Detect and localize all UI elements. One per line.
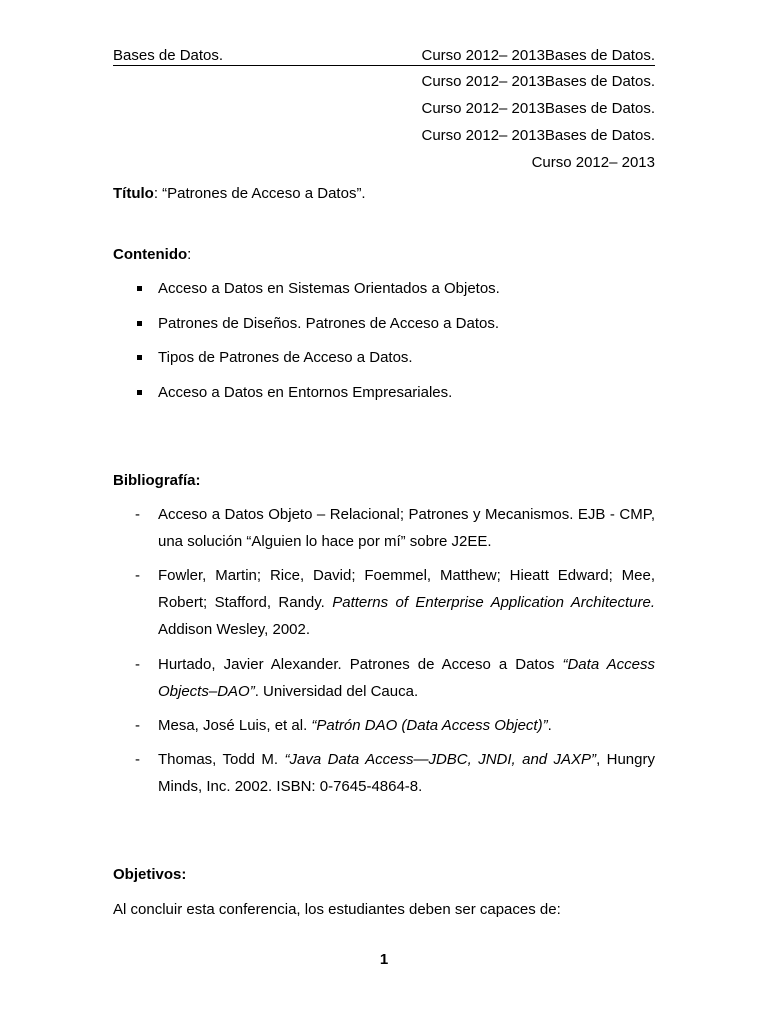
bibliography-entry xyxy=(113,501,655,555)
titulo-text: : “Patrones de Acceso a Datos”. xyxy=(153,185,366,202)
entry-title: “Java Data Access—JDBC, JNDI, and JAXP” xyxy=(284,751,597,768)
contenido-label: Contenido xyxy=(113,246,188,263)
entry-authors: Hurtado, Javier Alexander. Patrones de Acceso a Datos xyxy=(158,656,563,673)
entry-text: Acceso a Datos Objeto – Relacional; Patrones y Mecanismos. EJB - CMP, una solución “Alguien lo hace por mí” sobre J2EE. xyxy=(158,506,655,550)
list-item xyxy=(113,348,655,368)
entry-publisher: . Universidad del Cauca. xyxy=(254,683,419,700)
header-course-name: Bases de Datos. xyxy=(113,47,224,64)
titulo-paragraph xyxy=(113,184,655,204)
header-line-4: Curso 2012– 2013Bases de Datos. xyxy=(421,127,655,144)
entry-authors: Mesa, José Luis, et al. xyxy=(158,717,312,734)
square-bullet-icon xyxy=(137,286,142,291)
bibliography-entry xyxy=(113,562,655,643)
entry-authors: Thomas, Todd M. xyxy=(158,751,285,768)
bibliografia-heading: Bibliografía: xyxy=(113,472,201,489)
page-header xyxy=(113,46,655,176)
entry-title: “Data Access Objects–DAO” xyxy=(158,656,655,700)
header-line-1: Curso 2012– 2013Bases de Datos. xyxy=(421,47,655,64)
entry-end: . xyxy=(547,717,552,734)
contenido-colon: : xyxy=(187,246,192,263)
contenido-heading xyxy=(113,245,655,265)
dash-bullet: - xyxy=(135,567,140,584)
bibliography-entry xyxy=(113,712,655,739)
list-item-text: Acceso a Datos en Sistemas Orientados a Objetos. xyxy=(158,280,500,297)
header-first-row xyxy=(113,46,655,66)
list-item-text: Tipos de Patrones de Acceso a Datos. xyxy=(158,349,413,366)
list-item-text: Patrones de Diseños. Patrones de Acceso a Datos. xyxy=(158,315,500,332)
dash-bullet: - xyxy=(135,717,140,734)
titulo-label: Título xyxy=(113,185,154,202)
entry-publisher: Addison Wesley, 2002. xyxy=(158,621,311,638)
header-line-5: Curso 2012– 2013 xyxy=(531,154,655,171)
square-bullet-icon xyxy=(137,321,142,326)
list-item-text: Acceso a Datos en Entornos Empresariales. xyxy=(158,384,453,401)
entry-title: Patterns of Enterprise Application Architecture. xyxy=(332,594,656,611)
list-item xyxy=(113,383,655,403)
square-bullet-icon xyxy=(137,355,142,360)
bibliography-entry xyxy=(113,651,655,705)
page-number: 1 xyxy=(379,951,389,968)
list-item xyxy=(113,314,655,334)
entry-publisher: , Hungry Minds, Inc. 2002. ISBN: 0-7645-4864-8. xyxy=(158,751,655,795)
objetivos-heading: Objetivos: xyxy=(113,866,187,883)
objetivos-intro: Al concluir esta conferencia, los estudiantes deben ser capaces de: xyxy=(113,901,561,918)
dash-bullet: - xyxy=(135,656,140,673)
dash-bullet: - xyxy=(135,751,140,768)
dash-bullet: - xyxy=(135,506,140,523)
entry-title: “Patrón DAO (Data Access Object)” xyxy=(311,717,548,734)
header-line-2: Curso 2012– 2013Bases de Datos. xyxy=(421,73,655,90)
header-line-3: Curso 2012– 2013Bases de Datos. xyxy=(421,100,655,117)
list-item xyxy=(113,279,655,299)
entry-authors: Fowler, Martin; Rice, David; Foemmel, Matthew; Hieatt Edward; Mee, Robert; Stafford, Randy. xyxy=(158,567,655,611)
bibliography-entry xyxy=(113,746,655,800)
square-bullet-icon xyxy=(137,390,142,395)
